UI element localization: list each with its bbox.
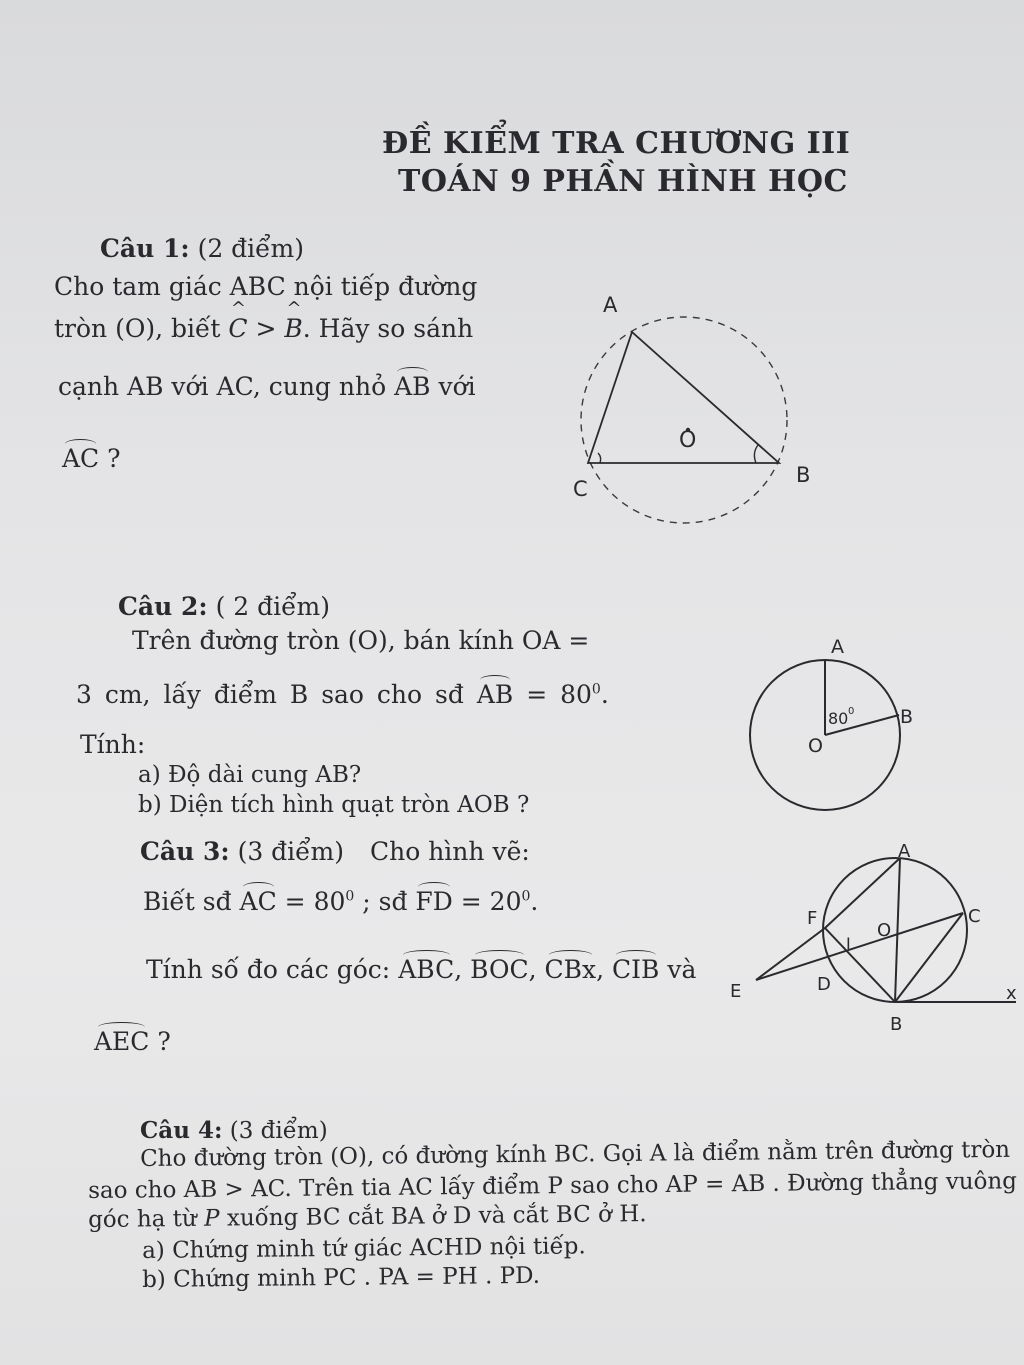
q4-line-3-b: xuống BC cắt BA ở D và cắt BC ở H. (226, 1201, 647, 1232)
q3-heading (140, 837, 530, 866)
q3-label-i: I (846, 934, 851, 953)
q3-figure (720, 835, 1020, 1035)
q3-angle-cbx: CBx (544, 955, 597, 984)
q3-and: và (667, 955, 697, 984)
q3-label-b: B (890, 1014, 903, 1035)
q4-heading (140, 1117, 328, 1144)
q1-line-3-b: với (438, 372, 476, 401)
q3-deg1: 0 (345, 888, 355, 905)
q4-label: Câu 4: (140, 1117, 223, 1144)
q2-label-b: B (900, 706, 914, 728)
q3-label: Câu 3: (140, 837, 230, 866)
q3-label-a: A (898, 841, 911, 862)
q1-figure (560, 285, 820, 545)
q3-comma-1: , (454, 955, 463, 984)
q3-secant-ef (756, 928, 825, 980)
q1-points: (2 điểm) (197, 234, 305, 263)
q3-label-x: x (1006, 983, 1017, 1004)
q1-angle-mark-c (598, 453, 601, 463)
q3-eq1: = 80 (284, 887, 346, 916)
q4-points: (3 điểm) (229, 1118, 328, 1144)
q2-degree: 0 (591, 681, 601, 698)
q2-label-o: O (808, 735, 823, 757)
q4-line-2: sao cho AB > AC. Trên tia AC lấy điểm P sao cho AP = AB . Đường thẳng vuông (88, 1168, 1018, 1204)
q3-label-e: E (730, 981, 742, 1002)
q1-line-2 (54, 314, 473, 343)
q2-line-1: Trên đường tròn (O), bán kính OA = (132, 626, 590, 655)
q1-heading (100, 234, 304, 263)
q1-question-mark: ? (107, 444, 121, 473)
q3-label-o: O (877, 920, 892, 941)
q3-angle-cib: CIB (612, 955, 660, 984)
q2-period: . (600, 680, 609, 709)
q3-chord-af (825, 858, 900, 928)
q1-label-a: A (603, 293, 618, 317)
q1-angle-c: ^ C (228, 314, 247, 343)
q3-chord-cb (895, 913, 963, 1002)
q3-sep: ; sđ (362, 887, 408, 916)
q4-p-letter: P (203, 1205, 220, 1232)
q1-gt: > (255, 314, 277, 343)
q3-label-d: D (817, 974, 831, 995)
q1-arc-ac: AC (62, 444, 100, 473)
q1-line-4 (62, 444, 121, 473)
q1-line-2-a: tròn (O), biết (54, 314, 221, 343)
q3-question-mark: ? (157, 1027, 171, 1056)
q2-heading (118, 592, 330, 621)
q3-given-a: Biết sđ (143, 887, 232, 916)
q1-line-2-b: . Hãy so sánh (302, 314, 474, 343)
title-line-1: ĐỀ KIỂM TRA CHƯƠNG III (382, 126, 851, 161)
q3-chord-ab (895, 858, 900, 1002)
q1-line-3-a: cạnh AB với AC, cung nhỏ (58, 372, 387, 401)
q3-label-f: F (807, 908, 818, 929)
q4-line-1: Cho đường tròn (O), có đường kính BC. Gọi A là điểm nằm trên đường tròn (140, 1136, 1011, 1172)
q3-comma-2: , (528, 955, 537, 984)
q4-line-3 (88, 1201, 647, 1233)
q3-angle-boc: BOC (470, 955, 529, 984)
q1-label-o: O (679, 428, 697, 453)
q1-label: Câu 1: (100, 234, 190, 263)
q2-line-2-b: = 80 (526, 680, 592, 709)
q1-arc-ab: AB (394, 372, 431, 401)
q3-angle-abc: ABC (398, 955, 455, 984)
q2-line-2 (76, 680, 609, 709)
q1-line-1: Cho tam giác ABC nội tiếp đường (54, 272, 478, 301)
q1-label-b: B (796, 463, 811, 487)
q3-label-c: C (968, 906, 981, 927)
q3-angle-aec: AEC (94, 1027, 150, 1056)
q3-ask (146, 955, 696, 984)
q1-angle-mark-b (754, 445, 758, 463)
q1-line-3 (58, 372, 476, 401)
q2-label-a: A (831, 636, 844, 658)
q2-tinh: Tính: (80, 730, 146, 759)
q2-angle-unit: 0 (848, 706, 855, 717)
q3-eq2: = 20 (460, 887, 522, 916)
q3-ask-text: Tính số đo các góc: (146, 955, 391, 984)
q3-arc-fd: FD (415, 887, 453, 916)
q3-last-line (94, 1027, 171, 1056)
q2-arc-ab: AB (476, 680, 514, 709)
q3-comma-3: , (596, 955, 605, 984)
title-line-2: TOÁN 9 PHẦN HÌNH HỌC (398, 164, 848, 199)
q4-item-b: b) Chứng minh PC . PA = PH . PD. (142, 1262, 541, 1293)
q2-figure (740, 630, 940, 820)
q3-intro: Cho hình vẽ: (369, 837, 530, 866)
q2-item-a: a) Độ dài cung AB? (138, 762, 362, 788)
q1-angle-b: ^ B (284, 314, 302, 343)
q3-secant-ec (756, 913, 963, 980)
q2-line-2-a: 3 cm, lấy điểm B sao cho sđ (76, 680, 464, 709)
q2-item-b: b) Diện tích hình quạt tròn AOB ? (138, 792, 530, 818)
q1-label-c: C (573, 477, 588, 501)
q4-item-a: a) Chứng minh tứ giác ACHD nội tiếp. (142, 1233, 586, 1264)
q3-points: (3 điểm) (237, 837, 345, 866)
q3-arc-ac: AC (239, 887, 277, 916)
q4-line-3-a: góc hạ từ (88, 1205, 197, 1233)
q3-dot: . (530, 887, 539, 916)
q3-deg2: 0 (521, 888, 531, 905)
q2-label: Câu 2: (118, 592, 208, 621)
q1-circle (581, 317, 787, 523)
q2-points: ( 2 điểm) (215, 592, 330, 621)
q3-given (143, 887, 538, 916)
q2-angle-value: 80 (828, 709, 849, 728)
